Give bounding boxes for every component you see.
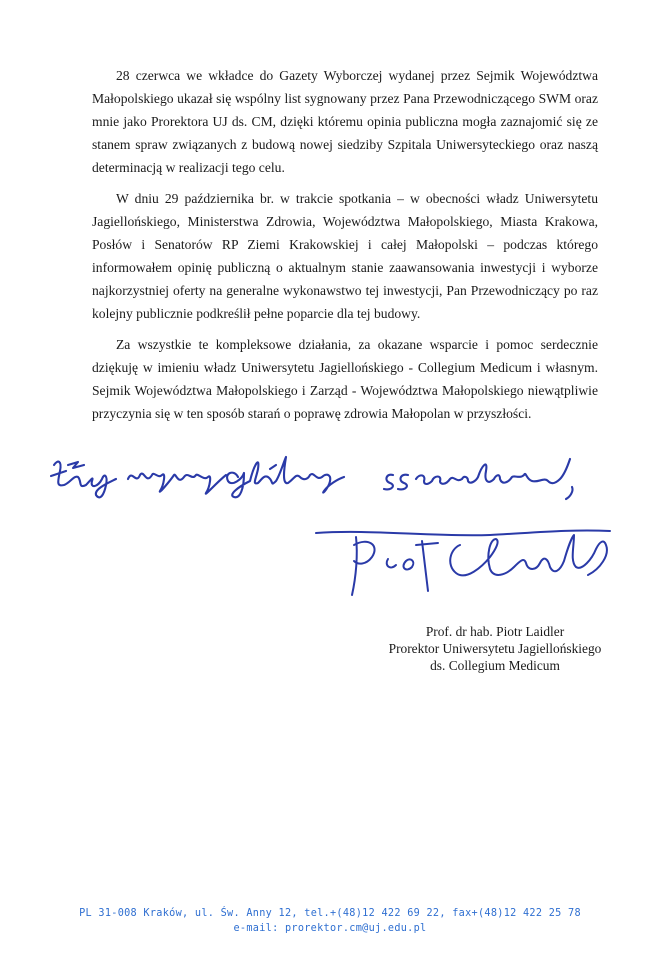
signatory-role: Prorektor Uniwersytetu Jagiellońskiego bbox=[388, 641, 602, 656]
signatory-name: Prof. dr hab. Piotr Laidler bbox=[425, 624, 565, 639]
handwritten-closing bbox=[48, 445, 608, 505]
signatory-unit: ds. Collegium Medicum bbox=[430, 658, 560, 673]
footer-email[interactable]: e-mail: prorektor.cm@uj.edu.pl bbox=[233, 923, 427, 934]
paragraph-2: W dniu 29 października br. w trakcie spotkania – w obecności władz Uniwersytetu Jagiellońskiego, Ministerstwa Zdrowia, Województwa Małopolskiego, Miasta Krakowa, Posłów i Senatorów RP Ziemi Krakowskiej i całej Małopolski – podczas którego informowałem opinię publiczną o aktualnym stanie zaawansowania inwestycji i wyborze najkorzystniej oferty na generalne wykonawstwo tej inwestycji, Pan Przewodniczący po raz kolejny publicznie podkreślił pełne poparcie dla tej budowy. bbox=[92, 191, 598, 321]
letterhead-footer bbox=[0, 906, 660, 936]
signature bbox=[310, 515, 630, 605]
letter-body bbox=[92, 64, 598, 433]
paragraph-1: 28 czerwca we wkładce do Gazety Wyborczej wydanej przez Sejmik Województwa Małopolskiego ukazał się wspólny list sygnowany przez Pana Przewodniczącego SWM oraz mnie jako Prorektora UJ ds. CM, dzięki któremu opinia publiczna mogła zaznajomić się ze stanem spraw związanych z budową nowej siedziby Szpitala Uniwersyteckiego oraz naszą determinacją w realizacji tego celu. bbox=[92, 68, 598, 175]
footer-address: PL 31-008 Kraków, ul. Św. Anny 12, tel.+(48)12 422 69 22, fax+(48)12 422 25 78 bbox=[79, 908, 581, 919]
paragraph-3: Za wszystkie te kompleksowe działania, za okazane wsparcie i pomoc serdecznie dziękuję w imieniu władz Uniwersytetu Jagiellońskiego - Collegium Medicum i własnym. Sejmik Województwa Małopolskiego i Zarząd - Województwa Małopolskiego niewątpliwie przyczynia się w ten sposób starań o poprawę zdrowia Małopolan w przyszłości. bbox=[92, 337, 598, 421]
signatory-block bbox=[375, 623, 615, 674]
